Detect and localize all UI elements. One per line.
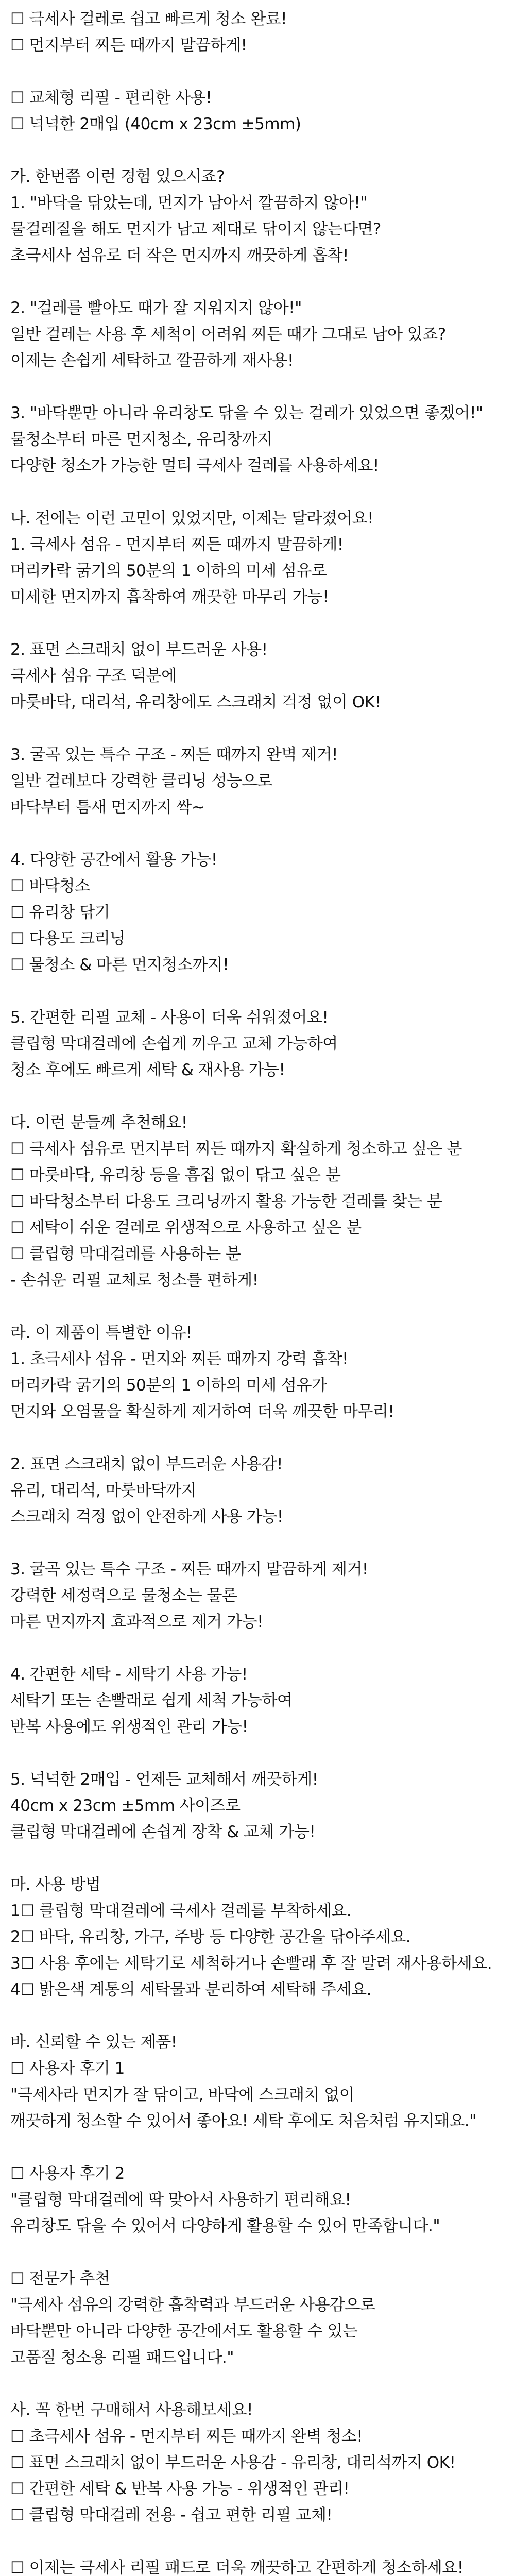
- text-line: - 손쉬운 리필 교체로 청소를 편하게!: [10, 1271, 259, 1290]
- text-line: 극세사 섬유 구조 덕분에: [10, 667, 177, 685]
- text-line: 유리, 대리석, 마룻바닥까지: [10, 1481, 197, 1500]
- text-line: 40cm x 23cm ±5mm 사이즈로: [10, 1797, 241, 1815]
- blank-line: [10, 59, 505, 85]
- text-line: ☐ 다용도 크리닝: [10, 929, 125, 948]
- text-line: ☐ 바닥청소: [10, 877, 90, 895]
- blank-line: [10, 1845, 505, 1872]
- text-line: 4. 간편한 세탁 - 세탁기 사용 가능!: [10, 1665, 248, 1684]
- blank-line: [10, 2371, 505, 2397]
- text-line: 라. 이 제품이 특별한 이유!: [10, 1324, 193, 1342]
- text-line: 1. "바닥을 닦았는데, 먼지가 남아서 깔끔하지 않아!": [10, 194, 367, 212]
- text-line: ☐ 유리창 닦기: [10, 903, 110, 922]
- text-line: ☐ 사용자 후기 2: [10, 2164, 125, 2183]
- blank-line: [10, 978, 505, 1005]
- text-line: 일반 걸레는 사용 후 세척이 어려워 찌든 때가 그대로 남아 있죠?: [10, 325, 446, 344]
- text-line: 바닥뿐만 아니라 다양한 공간에서도 활용할 수 있는: [10, 2322, 358, 2341]
- text-line: ☐ 전문가 추천: [10, 2269, 110, 2288]
- text-line: ☐ 이제는 극세사 리필 패드로 더욱 깨끗하고 간편하게 청소하세요!: [10, 2558, 464, 2576]
- blank-line: [10, 479, 505, 505]
- blank-line: [10, 1530, 505, 1556]
- blank-line: [10, 2240, 505, 2266]
- text-line: 1. 극세사 섬유 - 먼지부터 찌든 때까지 말끔하게!: [10, 535, 344, 554]
- text-line: ☐ 교체형 리필 - 편리한 사용!: [10, 89, 212, 107]
- text-line: ☐ 사용자 후기 1: [10, 2059, 125, 2078]
- text-line: 다양한 청소가 가능한 멀티 극세사 걸레를 사용하세요!: [10, 456, 379, 475]
- text-line: ☐ 간편한 세탁 & 반복 사용 가능 - 위생적인 관리!: [10, 2480, 350, 2498]
- text-line: 마른 먼지까지 효과적으로 제거 가능!: [10, 1613, 264, 1631]
- text-line: 나. 전에는 이런 고민이 있었지만, 이제는 달라졌어요!: [10, 509, 374, 528]
- text-line: 1☐ 클립형 막대걸레에 극세사 걸레를 부착하세요.: [10, 1902, 352, 1920]
- text-line: 사. 꼭 한번 구매해서 사용해보세요!: [10, 2401, 253, 2419]
- text-line: ☐ 바닥청소부터 다용도 크리닝까지 활용 가능한 걸레를 찾는 분: [10, 1192, 442, 1211]
- text-line: 가. 한번쯤 이런 경험 있으시죠?: [10, 167, 225, 186]
- text-line: 5. 간편한 리필 교체 - 사용이 더욱 쉬워졌어요!: [10, 1008, 329, 1027]
- text-line: ☐ 극세사 걸레로 쉽고 빠르게 청소 완료!: [10, 10, 287, 28]
- text-line: 4. 다양한 공간에서 활용 가능!: [10, 851, 217, 869]
- text-line: 바. 신뢰할 수 있는 제품!: [10, 2033, 177, 2052]
- text-line: 3. "바닥뿐만 아니라 유리창도 닦을 수 있는 걸레가 있었으면 좋겠어!": [10, 404, 483, 422]
- text-line: 물걸레질을 해도 먼지가 남고 제대로 닦이지 않는다면?: [10, 220, 381, 239]
- text-line: ☐ 표면 스크래치 없이 부드러운 사용감 - 유리창, 대리석까지 OK!: [10, 2453, 456, 2472]
- text-line: 2☐ 바닥, 유리창, 가구, 주방 등 다양한 공간을 닦아주세요.: [10, 1928, 411, 1946]
- blank-line: [10, 1294, 505, 1320]
- blank-line: [10, 611, 505, 637]
- text-line: 초극세사 섬유로 더 작은 먼지까지 깨끗하게 흡착!: [10, 246, 349, 265]
- text-line: 5. 넉넉한 2매입 - 언제든 교체해서 깨끗하게!: [10, 1770, 318, 1789]
- text-line: ☐ 물청소 & 마른 먼지청소까지!: [10, 956, 229, 974]
- text-line: 3☐ 사용 후에는 세탁기로 세척하거나 손빨래 후 잘 말려 재사용하세요.: [10, 1954, 492, 1973]
- text-line: 3. 굴곡 있는 특수 구조 - 찌든 때까지 완벽 제거!: [10, 745, 338, 764]
- text-line: 세탁기 또는 손빨래로 쉽게 세척 가능하여: [10, 1691, 293, 1710]
- blank-line: [10, 716, 505, 742]
- text-line: 청소 후에도 빠르게 세탁 & 재사용 가능!: [10, 1061, 285, 1079]
- text-line: ☐ 클립형 막대걸레 전용 - 쉽고 편한 리필 교체!: [10, 2506, 333, 2524]
- blank-line: [10, 1740, 505, 1767]
- text-line: 이제는 손쉽게 세탁하고 깔끔하게 재사용!: [10, 351, 294, 370]
- text-line: ☐ 클립형 막대걸레를 사용하는 분: [10, 1245, 241, 1263]
- text-line: ☐ 극세사 섬유로 먼지부터 찌든 때까지 확실하게 청소하고 싶은 분: [10, 1140, 462, 1158]
- text-line: 4☐ 밝은색 계통의 세탁물과 분리하여 세탁해 주세요.: [10, 1980, 371, 1999]
- text-line: 3. 굴곡 있는 특수 구조 - 찌든 때까지 말끔하게 제거!: [10, 1560, 368, 1579]
- text-line: 먼지와 오염물을 확실하게 제거하여 더욱 깨끗한 마무리!: [10, 1402, 394, 1421]
- text-line: 2. 표면 스크래치 없이 부드러운 사용!: [10, 640, 268, 659]
- text-line: "클립형 막대걸레에 딱 맞아서 사용하기 편리해요!: [10, 2191, 351, 2209]
- text-line: 미세한 먼지까지 흡착하여 깨끗한 마무리 가능!: [10, 588, 329, 606]
- text-line: 마룻바닥, 대리석, 유리창에도 스크래치 걱정 없이 OK!: [10, 693, 381, 711]
- blank-line: [10, 1635, 505, 1662]
- text-line: 스크래치 걱정 없이 안전하게 사용 가능!: [10, 1507, 283, 1526]
- text-line: 깨끗하게 청소할 수 있어서 좋아요! 세탁 후에도 처음처럼 유지돼요.": [10, 2112, 476, 2130]
- text-line: 반복 사용에도 위생적인 관리 가능!: [10, 1718, 248, 1736]
- text-line: 일반 걸레보다 강력한 클리닝 성능으로: [10, 772, 272, 790]
- text-line: ☐ 넉넉한 2매입 (40cm x 23cm ±5mm): [10, 115, 301, 133]
- text-line: ☐ 세탁이 쉬운 걸레로 위생적으로 사용하고 싶은 분: [10, 1218, 362, 1237]
- text-line: 강력한 세정력으로 물청소는 물론: [10, 1586, 237, 1605]
- text-line: 2. "걸레를 빨아도 때가 잘 지워지지 않아!": [10, 299, 302, 317]
- text-line: 유리창도 닦을 수 있어서 다양하게 활용할 수 있어 만족합니다.": [10, 2217, 440, 2235]
- text-line: ☐ 마룻바닥, 유리창 등을 흠집 없이 닦고 싶은 분: [10, 1166, 341, 1184]
- text-line: 고품질 청소용 리필 패드입니다.": [10, 2348, 234, 2367]
- blank-line: [10, 269, 505, 295]
- blank-line: [10, 374, 505, 400]
- blank-line: [10, 1083, 505, 1110]
- blank-line: [10, 2529, 505, 2555]
- text-line: "극세사라 먼지가 잘 닦이고, 바닥에 스크래치 없이: [10, 2086, 355, 2104]
- text-line: 머리카락 굵기의 50분의 1 이하의 미세 섬유로: [10, 562, 327, 580]
- text-line: 다. 이런 분들께 추천해요!: [10, 1113, 187, 1132]
- blank-line: [10, 1425, 505, 1451]
- text-line: 바닥부터 틈새 먼지까지 싹~: [10, 798, 205, 817]
- text-line: 2. 표면 스크래치 없이 부드러운 사용감!: [10, 1455, 283, 1473]
- text-line: 머리카락 굵기의 50분의 1 이하의 미세 섬유가: [10, 1376, 327, 1395]
- blank-line: [10, 2134, 505, 2161]
- blank-line: [10, 138, 505, 164]
- text-line: ☐ 먼지부터 찌든 때까지 말끔하게!: [10, 36, 247, 55]
- text-line: ☐ 초극세사 섬유 - 먼지부터 찌든 때까지 완벽 청소!: [10, 2427, 363, 2446]
- text-line: 1. 초극세사 섬유 - 먼지와 찌든 때까지 강력 흡착!: [10, 1350, 349, 1368]
- text-line: 마. 사용 방법: [10, 1875, 101, 1894]
- blank-line: [10, 2003, 505, 2029]
- text-line: 클립형 막대걸레에 손쉽게 끼우고 교체 가능하여: [10, 1035, 338, 1053]
- text-line: 물청소부터 마른 먼지청소, 유리창까지: [10, 430, 272, 449]
- text-line: "극세사 섬유의 강력한 흡착력과 부드러운 사용감으로: [10, 2296, 375, 2314]
- text-line: 클립형 막대걸레에 손쉽게 장착 & 교체 가능!: [10, 1823, 316, 1841]
- blank-line: [10, 821, 505, 847]
